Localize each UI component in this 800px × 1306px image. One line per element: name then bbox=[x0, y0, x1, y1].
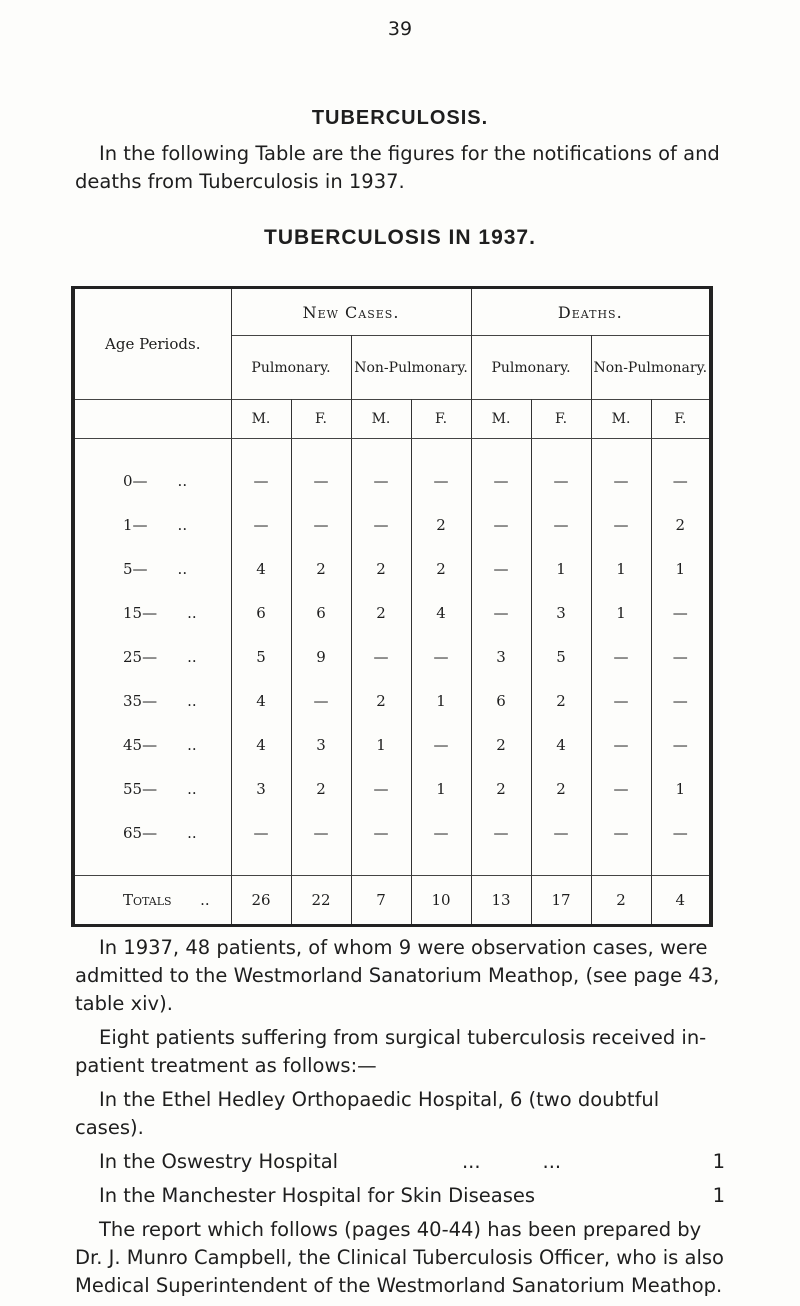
age-period: 25— .. bbox=[73, 635, 231, 679]
total-cell: 4 bbox=[651, 876, 711, 926]
value-cell: — bbox=[471, 503, 531, 547]
sex-m: M. bbox=[471, 400, 531, 439]
table-body bbox=[73, 459, 711, 855]
table-row bbox=[73, 635, 711, 679]
age-periods-header: Age Periods. bbox=[73, 288, 231, 400]
value-cell: — bbox=[651, 723, 711, 767]
age-period: 5— .. bbox=[73, 547, 231, 591]
paragraph-admissions: In 1937, 48 patients, of whom 9 were observation cases, were admitted to the Westmorland Sanatorium Meathop, (see page 43, table xiv). bbox=[75, 936, 720, 1015]
oswestry-name: In the Oswestry Hospital bbox=[99, 1150, 339, 1173]
value-cell: — bbox=[471, 547, 531, 591]
age-period: 0— .. bbox=[73, 459, 231, 503]
value-cell: — bbox=[531, 459, 591, 503]
value-cell: 6 bbox=[471, 679, 531, 723]
value-cell: 2 bbox=[351, 547, 411, 591]
value-cell: 5 bbox=[231, 635, 291, 679]
value-cell: — bbox=[651, 811, 711, 855]
value-cell: — bbox=[411, 459, 471, 503]
value-cell: 2 bbox=[471, 723, 531, 767]
table-row bbox=[73, 723, 711, 767]
value-cell: 1 bbox=[531, 547, 591, 591]
manchester-line bbox=[75, 1182, 725, 1210]
value-cell: 2 bbox=[531, 767, 591, 811]
new-cases-header: New Cases. bbox=[231, 288, 471, 336]
value-cell: 2 bbox=[411, 547, 471, 591]
value-cell: 4 bbox=[231, 723, 291, 767]
value-cell: — bbox=[651, 635, 711, 679]
value-cell: — bbox=[411, 635, 471, 679]
value-cell: 4 bbox=[411, 591, 471, 635]
value-cell: 2 bbox=[471, 767, 531, 811]
value-cell: 2 bbox=[291, 767, 351, 811]
value-cell: — bbox=[231, 811, 291, 855]
value-cell: 2 bbox=[351, 591, 411, 635]
value-cell: — bbox=[471, 459, 531, 503]
value-cell: 2 bbox=[351, 679, 411, 723]
value-cell: — bbox=[531, 503, 591, 547]
value-cell: — bbox=[351, 459, 411, 503]
totals-row bbox=[73, 876, 711, 926]
value-cell: 4 bbox=[231, 679, 291, 723]
value-cell: — bbox=[411, 811, 471, 855]
value-cell: — bbox=[591, 811, 651, 855]
total-cell: 10 bbox=[411, 876, 471, 926]
value-cell: — bbox=[351, 635, 411, 679]
value-cell: — bbox=[351, 767, 411, 811]
value-cell: 2 bbox=[531, 679, 591, 723]
value-cell: 1 bbox=[591, 591, 651, 635]
value-cell: 1 bbox=[411, 679, 471, 723]
value-cell: 1 bbox=[651, 767, 711, 811]
table-row bbox=[73, 547, 711, 591]
value-cell: 3 bbox=[471, 635, 531, 679]
section-heading: TUBERCULOSIS. bbox=[311, 107, 489, 129]
value-cell: 4 bbox=[231, 547, 291, 591]
age-period: 1— .. bbox=[73, 503, 231, 547]
table-title: TUBERCULOSIS IN 1937. bbox=[264, 226, 536, 249]
value-cell: 5 bbox=[531, 635, 591, 679]
value-cell: — bbox=[291, 811, 351, 855]
value-cell: — bbox=[651, 679, 711, 723]
sex-m: M. bbox=[591, 400, 651, 439]
value-cell: — bbox=[591, 767, 651, 811]
value-cell: — bbox=[471, 811, 531, 855]
table-row bbox=[73, 503, 711, 547]
paragraph-ethel-hedley: In the Ethel Hedley Orthopaedic Hospital, 6 (two doubtful cases). bbox=[75, 1088, 660, 1139]
oswestry-line bbox=[75, 1148, 725, 1176]
age-period: 55— .. bbox=[73, 767, 231, 811]
paragraph-report: The report which follows (pages 40-44) has been prepared by Dr. J. Munro Campbell, the Clinical Tuberculosis Officer, who is also Medical Superintendent of the Westmorland Sanatorium Meathop. bbox=[75, 1218, 724, 1297]
value-cell: 3 bbox=[531, 591, 591, 635]
value-cell: 1 bbox=[351, 723, 411, 767]
page-number: 39 bbox=[387, 18, 413, 40]
value-cell: — bbox=[291, 459, 351, 503]
value-cell: 1 bbox=[651, 547, 711, 591]
deaths-header: Deaths. bbox=[471, 288, 711, 336]
value-cell: — bbox=[651, 459, 711, 503]
value-cell: — bbox=[411, 723, 471, 767]
sex-f: F. bbox=[531, 400, 591, 439]
new-non-pulmonary-header: Non-Pulmonary. bbox=[351, 336, 471, 400]
value-cell: 3 bbox=[231, 767, 291, 811]
value-cell: — bbox=[591, 459, 651, 503]
value-cell: 2 bbox=[411, 503, 471, 547]
manchester-count: 1 bbox=[712, 1184, 725, 1207]
deaths-pulmonary-header: Pulmonary. bbox=[471, 336, 591, 400]
age-period: 65— .. bbox=[73, 811, 231, 855]
manchester-name: In the Manchester Hospital for Skin Diseases bbox=[99, 1184, 536, 1207]
paragraph-surgical: Eight patients suffering from surgical tuberculosis received in-patient treatment as follows:— bbox=[75, 1026, 707, 1077]
value-cell: — bbox=[231, 503, 291, 547]
total-cell: 7 bbox=[351, 876, 411, 926]
value-cell: 9 bbox=[291, 635, 351, 679]
value-cell: 2 bbox=[651, 503, 711, 547]
total-cell: 2 bbox=[591, 876, 651, 926]
value-cell: 6 bbox=[291, 591, 351, 635]
table-row bbox=[73, 459, 711, 503]
value-cell: — bbox=[591, 679, 651, 723]
value-cell: — bbox=[591, 503, 651, 547]
oswestry-dots: ... ... bbox=[461, 1150, 562, 1173]
oswestry-count: 1 bbox=[712, 1150, 725, 1173]
body-text bbox=[75, 934, 725, 1306]
value-cell: 6 bbox=[231, 591, 291, 635]
value-cell: — bbox=[651, 591, 711, 635]
new-pulmonary-header: Pulmonary. bbox=[231, 336, 351, 400]
sex-row-blank bbox=[73, 400, 231, 439]
value-cell: — bbox=[231, 459, 291, 503]
value-cell: — bbox=[291, 679, 351, 723]
value-cell: — bbox=[531, 811, 591, 855]
sex-f: F. bbox=[291, 400, 351, 439]
age-period: 45— .. bbox=[73, 723, 231, 767]
age-period: 35— .. bbox=[73, 679, 231, 723]
table-row bbox=[73, 591, 711, 635]
age-period: 15— .. bbox=[73, 591, 231, 635]
tuberculosis-table bbox=[71, 286, 713, 927]
sex-f: F. bbox=[651, 400, 711, 439]
totals-label: Totals .. bbox=[73, 876, 231, 926]
value-cell: 1 bbox=[411, 767, 471, 811]
value-cell: — bbox=[291, 503, 351, 547]
value-cell: — bbox=[351, 811, 411, 855]
value-cell: 2 bbox=[291, 547, 351, 591]
total-cell: 17 bbox=[531, 876, 591, 926]
value-cell: — bbox=[591, 723, 651, 767]
table-row bbox=[73, 767, 711, 811]
value-cell: 1 bbox=[591, 547, 651, 591]
value-cell: — bbox=[591, 635, 651, 679]
value-cell: 3 bbox=[291, 723, 351, 767]
deaths-non-pulmonary-header: Non-Pulmonary. bbox=[591, 336, 711, 400]
table-row bbox=[73, 811, 711, 855]
sex-m: M. bbox=[351, 400, 411, 439]
total-cell: 22 bbox=[291, 876, 351, 926]
table-row bbox=[73, 679, 711, 723]
total-cell: 26 bbox=[231, 876, 291, 926]
sex-m: M. bbox=[231, 400, 291, 439]
intro-paragraph: In the following Table are the figures for the notifications of and deaths from Tuberculosis in 1937. bbox=[75, 142, 720, 193]
total-cell: 13 bbox=[471, 876, 531, 926]
value-cell: — bbox=[471, 591, 531, 635]
value-cell: 4 bbox=[531, 723, 591, 767]
value-cell: — bbox=[351, 503, 411, 547]
sex-f: F. bbox=[411, 400, 471, 439]
